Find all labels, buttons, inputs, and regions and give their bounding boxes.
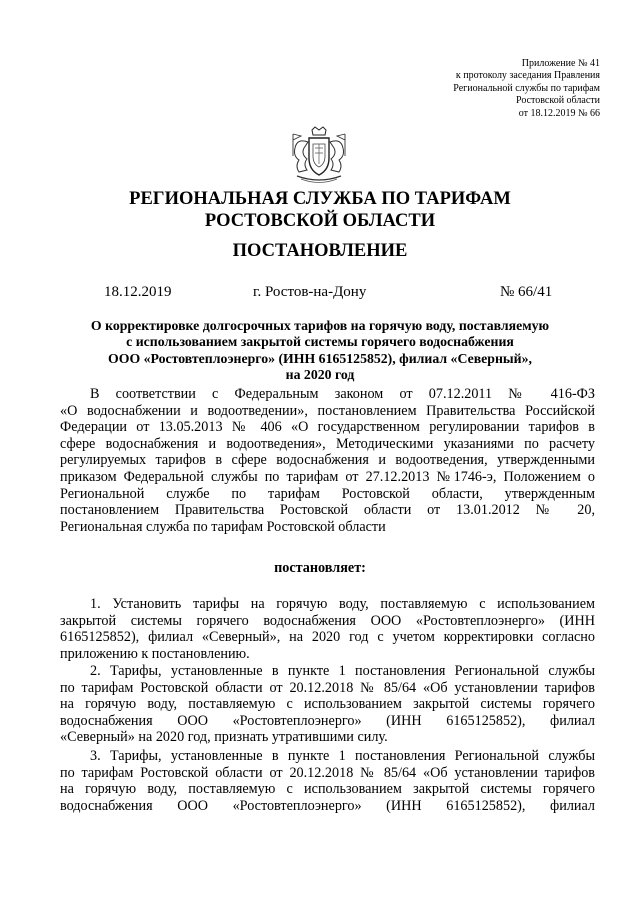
- decree-word: постановляет:: [274, 560, 366, 576]
- decree-date: 18.12.2019: [104, 284, 172, 300]
- paragraph-line: приложению к постановлению.: [60, 645, 250, 662]
- coat-of-arms-icon: [287, 126, 351, 184]
- paragraph-line: 6165125852), филиал «Северный», на 2020 год с учетом корректировки согласно: [60, 629, 595, 646]
- organization-line: РЕГИОНАЛЬНАЯ СЛУЖБА ПО ТАРИФАМ: [129, 189, 511, 209]
- subject-line: О корректировке долгосрочных тарифов на горячую воду, поставляемую: [90, 318, 550, 333]
- item-3-paragraph: [60, 748, 595, 814]
- paragraph-line: В соответствии с Федеральным законом от 07.12.2011 № 416-ФЗ: [90, 386, 595, 402]
- paragraph-line: Федерации от 13.05.2013 № 406 «О государственном регулировании тарифов в: [60, 419, 595, 436]
- paragraph-line: по тарифам Ростовской области от 20.12.2018 № 85/64 «Об установлении тарифов: [60, 764, 595, 781]
- organization-name: [60, 188, 580, 232]
- paragraph-line: «О водоснабжении и водоотведении», постановлением Правительства Российской: [60, 402, 595, 419]
- appendix-note: [360, 58, 600, 120]
- paragraph-line: Региональная служба по тарифам Ростовской области: [60, 518, 386, 535]
- paragraph-line: регулируемых тарифов в сфере водоснабжения и водоотведения, утвержденными: [60, 452, 595, 469]
- subject-line: ООО «Ростовтеплоэнерго» (ИНН 6165125852), филиал «Северный»,: [108, 350, 532, 366]
- paragraph-line: 3. Тарифы, установленные в пункте 1 постановления Региональной службы: [90, 748, 595, 764]
- paragraph-line: «Северный» на 2020 год, признать утратившими силу.: [60, 729, 388, 746]
- paragraph-line: 2. Тарифы, установленные в пункте 1 постановления Региональной службы: [90, 663, 595, 679]
- organization-line: РОСТОВСКОЙ ОБЛАСТИ: [204, 211, 436, 231]
- appendix-line: к протоколу заседания Правления: [455, 70, 600, 82]
- appendix-line: Приложение № 41: [521, 58, 600, 69]
- paragraph-line: водоснабжения ООО «Ростовтеплоэнерго» (ИНН 6165125852), филиал: [60, 712, 595, 729]
- paragraph-line: постановлением Правительства Ростовской области от 13.01.2012 № 20,: [60, 502, 595, 519]
- paragraph-line: 1. Установить тарифы на горячую воду, поставляемую с использованием: [90, 596, 595, 612]
- paragraph-line: водоснабжения ООО «Ростовтеплоэнерго» (ИНН 6165125852), филиал: [60, 797, 595, 814]
- paragraph-line: по тарифам Ростовской области от 20.12.2018 № 85/64 «Об установлении тарифов: [60, 679, 595, 696]
- document-type: ПОСТАНОВЛЕНИЕ: [232, 241, 408, 261]
- item-1-paragraph: [60, 596, 595, 662]
- paragraph-line: приказом Федеральной службы по тарифам от 27.12.2013 №1746-э, Положением о: [60, 468, 595, 485]
- item-2-paragraph: [60, 663, 595, 746]
- appendix-line: Ростовской области: [516, 95, 600, 107]
- decree-number: № 66/41: [500, 284, 553, 300]
- preamble-paragraph: [60, 386, 595, 535]
- paragraph-line: на горячую воду, поставляемую с использованием закрытой системы горячего: [60, 696, 595, 713]
- subject-line: с использованием закрытой системы горячего водоснабжения: [126, 334, 514, 350]
- paragraph-line: Региональной службе по тарифам Ростовской области, утвержденным: [60, 485, 595, 502]
- decree-city: г. Ростов-на-Дону: [253, 284, 367, 300]
- decree-subject: [60, 318, 580, 384]
- paragraph-line: на горячую воду, поставляемую с использованием закрытой системы горячего: [60, 781, 595, 798]
- paragraph-line: сфере водоснабжения и водоотведения», Методическими указаниями по расчету: [60, 435, 595, 452]
- appendix-line: от 18.12.2019 № 66: [518, 107, 600, 119]
- subject-line: на 2020 год: [285, 367, 355, 383]
- paragraph-line: закрытой системы горячего водоснабжения ООО «Ростовтеплоэнерго» (ИНН: [60, 612, 595, 629]
- appendix-line: Региональной службы по тарифам: [453, 82, 600, 94]
